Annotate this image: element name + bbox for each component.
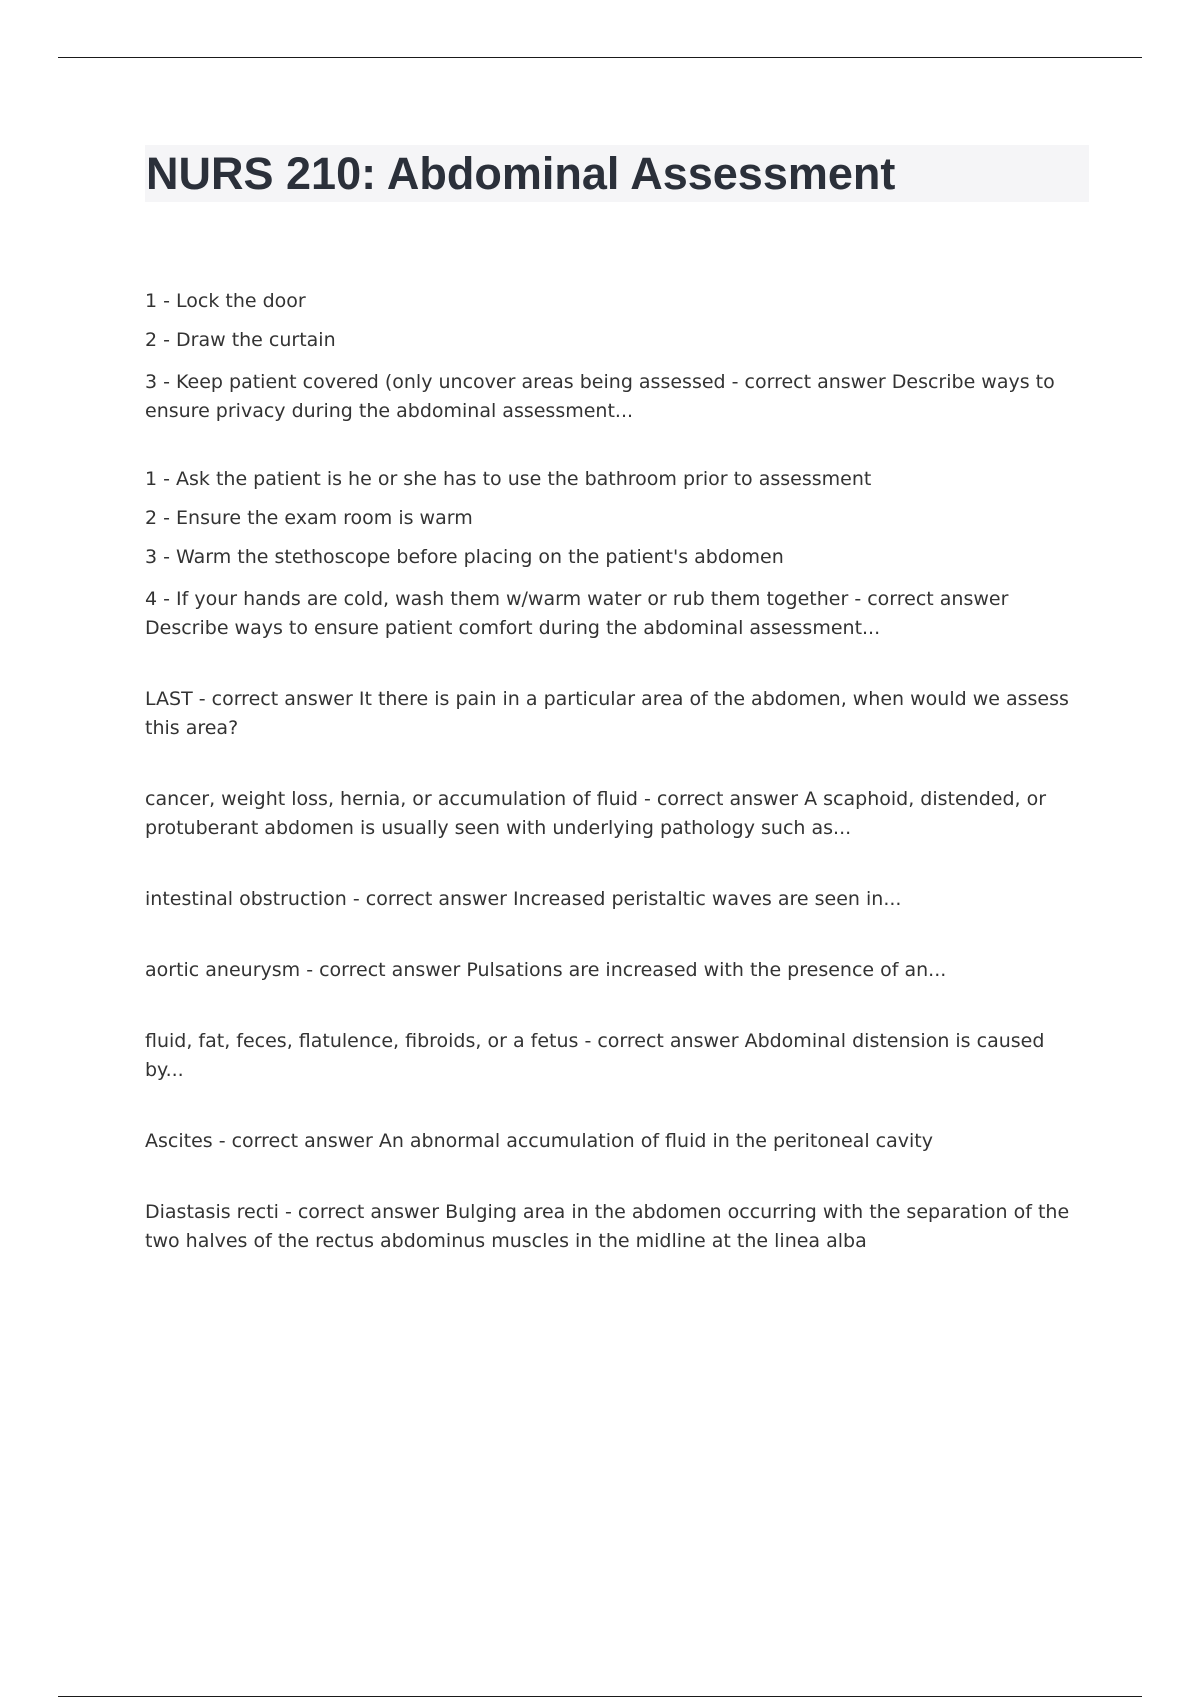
- qa-text: intestinal obstruction - correct answer Increased peristaltic waves are seen in...: [145, 888, 902, 910]
- bottom-rule: [58, 1696, 1142, 1697]
- qa-item-pathology: [145, 785, 1075, 843]
- qa-item-pulsations: [145, 956, 1075, 985]
- qa-item-pain-area: [145, 685, 1075, 743]
- page-title: NURS 210: Abdominal Assessment: [146, 148, 896, 199]
- qa-item-distension: [145, 1027, 1075, 1085]
- title-banner: [145, 145, 1089, 202]
- qa-text: Ascites - correct answer An abnormal accumulation of fluid in the peritoneal cavity: [145, 1130, 933, 1152]
- qa-text: Diastasis recti - correct answer Bulging area in the abdomen occurring with the separation of the two halves of the rectus abdominus muscles in the midline at the linea alba: [145, 1201, 1070, 1252]
- qa-group-privacy: [145, 290, 1075, 426]
- list-item: 4 - If your hands are cold, wash them w/warm water or rub them together - correct answer Describe ways to ensure patient comfort during the abdominal assessment...: [145, 588, 1009, 639]
- top-rule: [58, 57, 1142, 58]
- list-item: 2 - Ensure the exam room is warm: [145, 507, 473, 529]
- list-item: 3 - Keep patient covered (only uncover areas being assessed - correct answer Describe ways to ensure privacy during the abdominal assessment...: [145, 371, 1055, 422]
- qa-text: aortic aneurysm - correct answer Pulsations are increased with the presence of an...: [145, 959, 947, 981]
- qa-text: LAST - correct answer It there is pain in a particular area of the abdomen, when would we assess this area?: [145, 688, 1069, 739]
- qa-text: fluid, fat, feces, flatulence, fibroids, or a fetus - correct answer Abdominal distension is caused by...: [145, 1030, 1045, 1081]
- list-item: 2 - Draw the curtain: [145, 329, 336, 351]
- qa-item-ascites: [145, 1127, 1075, 1156]
- list-item: 1 - Ask the patient is he or she has to use the bathroom prior to assessment: [145, 468, 872, 490]
- document-body: [145, 290, 1075, 1298]
- qa-item-diastasis: [145, 1198, 1075, 1256]
- list-item: 3 - Warm the stethoscope before placing on the patient's abdomen: [145, 546, 784, 568]
- qa-item-peristaltic: [145, 885, 1075, 914]
- qa-group-comfort: [145, 468, 1075, 643]
- list-item: 1 - Lock the door: [145, 290, 306, 312]
- qa-text: cancer, weight loss, hernia, or accumulation of fluid - correct answer A scaphoid, distended, or protuberant abdomen is usually seen with underlying pathology such as...: [145, 788, 1047, 839]
